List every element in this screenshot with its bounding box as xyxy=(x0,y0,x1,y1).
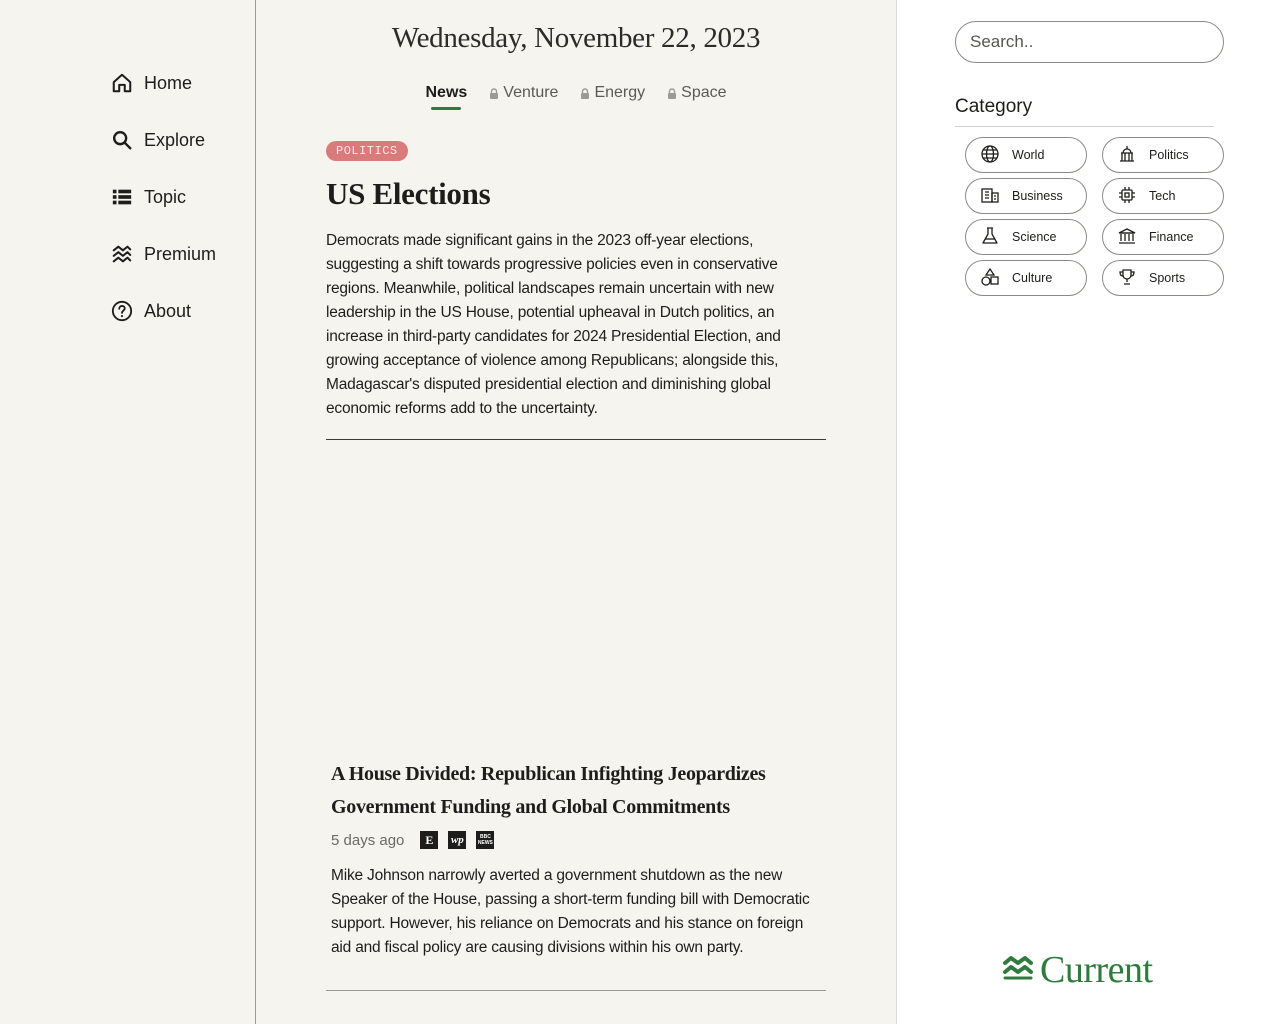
lock-icon xyxy=(667,87,677,99)
search-icon xyxy=(110,128,134,152)
story-summary: Democrats made significant gains in the 2023 off-year elections, suggesting a shift towards progressive policies even in conservative regions. Meanwhile, political landscapes remain uncertain with new leadership in the US House, potential upheaval in Dutch politics, an increase in third-party candidates for 2024 Presidential Election, and growing acceptance of violence among Republicans; alongside this, Madagascar's disputed presidential election and diminishing global economic reforms add to the uncertainty. xyxy=(326,232,781,417)
category-sports-button[interactable] xyxy=(1102,260,1224,296)
category-label: Sports xyxy=(1149,271,1186,285)
story-tag[interactable]: POLITICS xyxy=(326,141,408,161)
category-label: Business xyxy=(1012,189,1063,203)
home-icon xyxy=(110,71,134,95)
nav-item-label: Home xyxy=(144,72,193,93)
nav-item-label: About xyxy=(144,300,192,321)
category-label: World xyxy=(1012,148,1045,162)
article-time: 5 days ago xyxy=(331,831,405,849)
lock-icon xyxy=(489,87,499,99)
list-icon xyxy=(110,185,134,209)
left-sidebar xyxy=(0,0,256,1024)
nav-item-explore[interactable] xyxy=(110,125,205,155)
tab-news[interactable] xyxy=(425,84,467,108)
bank-icon xyxy=(1117,226,1137,249)
tab-label: News xyxy=(425,84,468,101)
category-title: Category xyxy=(955,96,1033,117)
category-label: Science xyxy=(1012,230,1057,244)
page-date: Wednesday, November 22, 2023 xyxy=(391,22,761,54)
search-input[interactable] xyxy=(955,21,1224,63)
divider xyxy=(326,439,826,440)
nav-item-topic[interactable] xyxy=(110,182,186,212)
capitol-icon xyxy=(1117,144,1137,167)
divider xyxy=(955,126,1214,127)
globe-icon xyxy=(980,144,1000,167)
source-icon[interactable]: BBC NEWS xyxy=(476,831,494,849)
waves-icon xyxy=(110,242,134,266)
nav-item-about[interactable] xyxy=(110,296,191,326)
category-science-button[interactable] xyxy=(965,219,1087,255)
article-body: Mike Johnson narrowly averted a government shutdown as the new Speaker of the House, passing a short-term funding bill with Democratic support. However, his reliance on Democrats and his stance on foreign aid and fiscal policy are causing divisions within his own party. xyxy=(331,867,810,956)
tab-label: Energy xyxy=(594,84,646,101)
category-politics-button[interactable] xyxy=(1102,137,1224,173)
nav-item-label: Topic xyxy=(144,186,187,207)
right-panel xyxy=(896,0,1280,1024)
tab-label: Venture xyxy=(503,84,559,101)
flask-icon xyxy=(980,226,1000,249)
shapes-icon xyxy=(980,267,1000,290)
tab-space[interactable] xyxy=(667,84,726,108)
category-label: Tech xyxy=(1149,189,1176,203)
category-tech-button[interactable] xyxy=(1102,178,1224,214)
trophy-icon xyxy=(1117,267,1137,290)
divider xyxy=(326,990,826,991)
brand-name: Current xyxy=(1040,949,1153,991)
chip-icon xyxy=(1117,185,1137,208)
nav-item-label: Premium xyxy=(144,243,217,264)
category-label: Finance xyxy=(1149,230,1194,244)
tab-energy[interactable] xyxy=(580,84,645,108)
source-icon[interactable]: E xyxy=(420,831,438,849)
category-label: Culture xyxy=(1012,271,1053,285)
category-culture-button[interactable] xyxy=(965,260,1087,296)
article-meta xyxy=(331,831,494,849)
brand-logo[interactable] xyxy=(1002,948,1153,992)
category-world-button[interactable] xyxy=(965,137,1087,173)
nav-item-label: Explore xyxy=(144,129,206,150)
building-icon xyxy=(980,185,1000,208)
tab-label: Space xyxy=(681,84,727,101)
category-label: Politics xyxy=(1149,148,1189,162)
current-logo-icon xyxy=(1002,954,1034,987)
question-icon xyxy=(110,299,134,323)
source-icon[interactable]: wp xyxy=(448,831,466,849)
article-image xyxy=(326,441,826,751)
nav-item-home[interactable] xyxy=(110,68,192,98)
category-finance-button[interactable] xyxy=(1102,219,1224,255)
story-headline[interactable]: US Elections xyxy=(326,176,491,211)
category-business-button[interactable] xyxy=(965,178,1087,214)
article-title[interactable]: A House Divided: Republican Infighting Jeopardizes Government Funding and Global Commitments xyxy=(331,763,766,818)
nav-item-premium[interactable] xyxy=(110,239,216,269)
main-feed xyxy=(256,0,896,1024)
tab-venture[interactable] xyxy=(489,84,558,108)
tab-bar xyxy=(256,84,896,108)
lock-icon xyxy=(580,87,590,99)
